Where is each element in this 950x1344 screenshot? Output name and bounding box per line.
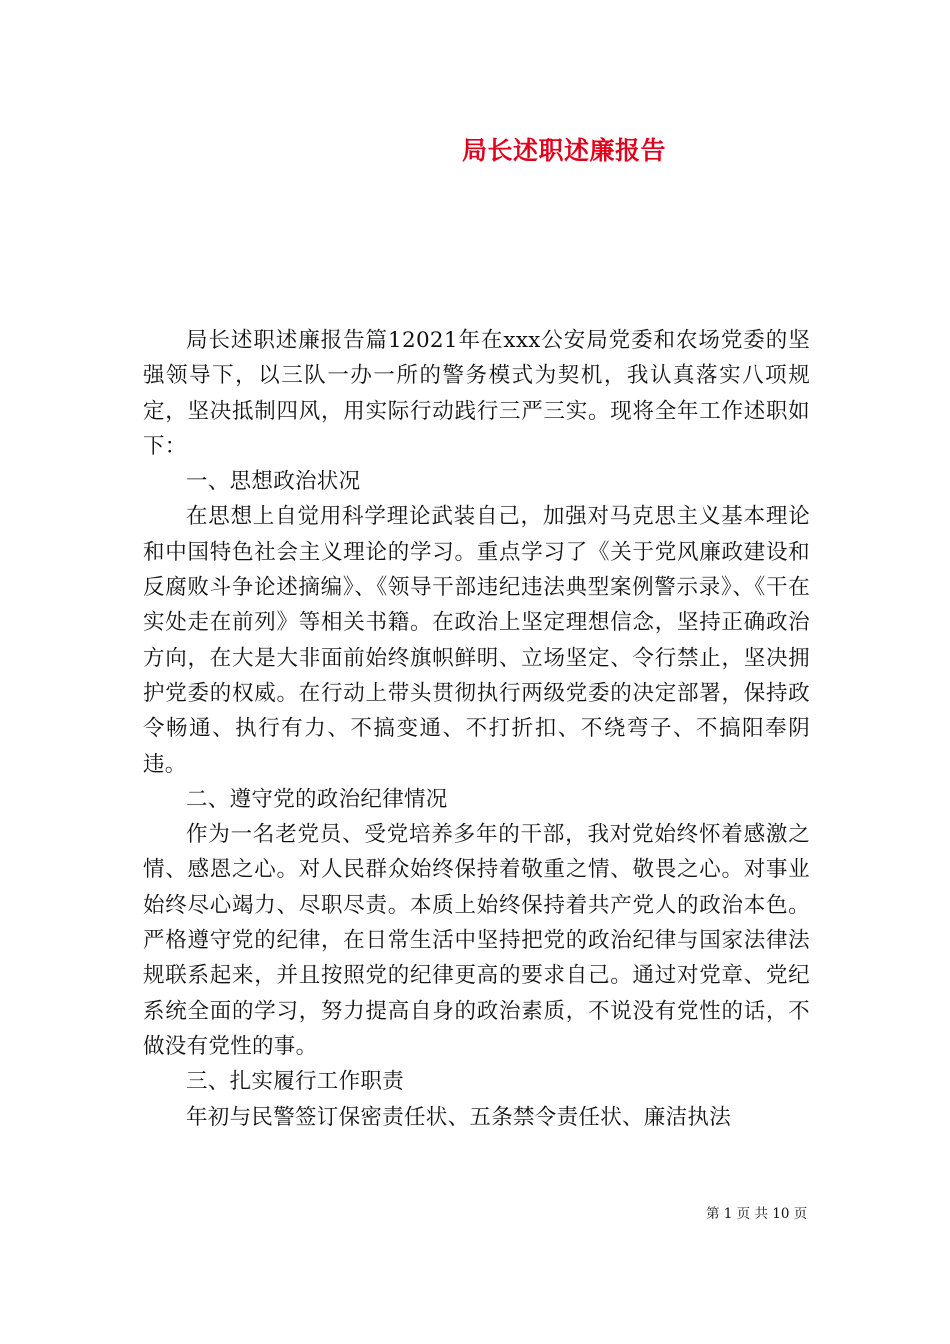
section-2-paragraph: 作为一名老党员、受党培养多年的干部，我对党始终怀着感激之情、感恩之心。对人民群众始终保持着敬重之情、敬畏之心。对事业始终尽心竭力、尽职尽责。本质上始终保持着共产党人的政治本色。严格遵守党的纪律，在日常生活中坚持把党的政治纪律与国家法律法规联系起来，并且按照党的纪律更高的要求自己。通过对党章、党纪系统全面的学习，努力提高自身的政治素质，不说没有党性的话，不做没有党性的事。 bbox=[143, 822, 810, 1059]
document-title: 局长述职述廉报告 bbox=[461, 136, 666, 165]
section-3-paragraph: 年初与民警签订保密责任状、五条禁令责任状、廉洁执法 bbox=[186, 1104, 732, 1130]
section-heading-3: 三、扎实履行工作职责 bbox=[186, 1069, 405, 1095]
section-1-paragraph: 在思想上自觉用科学理论武装自己，加强对马克思主义基本理论和中国特色社会主义理论的学习。重点学习了《关于党风廉政建设和反腐败斗争论述摘编》、《领导干部违纪违法典型案例警示录》、《干在实处走在前列》等相关书籍。在政治上坚定理想信念，坚持正确政治方向，在大是大非面前始终旗帜鲜明、立场坚定、令行禁止，坚决拥护党委的权威。在行动上带头贯彻执行两级党委的决定部署，保持政令畅通、执行有力、不搞变通、不打折扣、不绕弯子、不搞阳奉阴违。 bbox=[143, 504, 810, 777]
section-heading-2: 二、遵守党的政治纪律情况 bbox=[186, 786, 448, 812]
intro-paragraph: 局长述职述廉报告篇12021年在xxx公安局党委和农场党委的坚强领导下，以三队一办一所的警务模式为契机，我认真落实八项规定，坚决抵制四风，用实际行动践行三严三实。现将全年工作述职如下： bbox=[143, 328, 810, 459]
section-heading-1: 一、思想政治状况 bbox=[186, 469, 361, 495]
page-number: 第 1 页 共 10 页 bbox=[706, 1206, 808, 1222]
document-body bbox=[143, 323, 810, 1135]
